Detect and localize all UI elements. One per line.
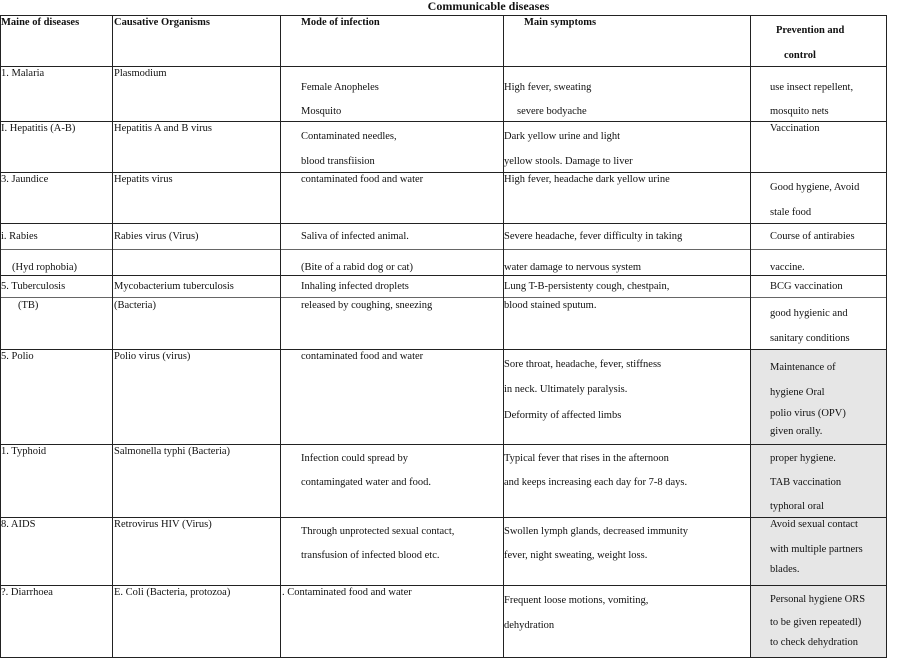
mode-of-infection: (Bite of a rabid dog or cat) xyxy=(301,262,413,273)
mode-of-infection: transfusion of infected blood etc. xyxy=(301,550,440,561)
header-main-symptoms: Main symptoms xyxy=(524,17,597,28)
prevention: proper hygiene. xyxy=(770,453,836,464)
grid-line xyxy=(0,657,887,658)
disease-name: 1. Typhoid xyxy=(1,446,47,457)
mode-of-infection: Inhaling infected droplets xyxy=(301,281,409,292)
prevention: polio virus (OPV) xyxy=(770,408,846,419)
main-symptoms: water damage to nervous system xyxy=(504,262,642,273)
prevention: Personal hygiene ORS xyxy=(770,594,866,605)
causative-organism: E. Coli (Bacteria, protozoa) xyxy=(114,587,231,598)
causative-organism: Rabies virus (Virus) xyxy=(114,231,199,242)
prevention: to check dehydration xyxy=(770,637,859,648)
mode-of-infection: contamingated water and food. xyxy=(301,477,432,488)
disease-name: 1. Malaria xyxy=(1,68,45,79)
main-symptoms: blood stained sputum. xyxy=(504,300,597,311)
main-symptoms: Lung T-B-persistenty cough, chestpain, xyxy=(504,281,670,292)
grid-line xyxy=(280,15,281,658)
grid-line xyxy=(0,223,887,224)
prevention: sanitary conditions xyxy=(770,333,850,344)
prevention: TAB vaccination xyxy=(770,477,842,488)
main-symptoms: Dark yellow urine and light xyxy=(504,131,621,142)
header-prevention: control xyxy=(784,50,816,61)
grid-line xyxy=(886,15,887,658)
prevention: Course of antirabies xyxy=(770,231,855,242)
prevention: typhoral oral xyxy=(770,501,824,512)
causative-organism: (Bacteria) xyxy=(114,300,156,311)
prevention: Good hygiene, Avoid xyxy=(770,182,860,193)
mode-of-infection: Infection could spread by xyxy=(301,453,409,464)
prevention: Vaccination xyxy=(770,123,820,134)
causative-organism: Salmonella typhi (Bacteria) xyxy=(114,446,231,457)
main-symptoms: Sore throat, headache, fever, stiffness xyxy=(504,359,662,370)
prevention: hygiene Oral xyxy=(770,387,825,398)
grid-line xyxy=(0,15,887,16)
disease-name: (TB) xyxy=(18,300,39,311)
causative-organism: Hepatitis A and B virus xyxy=(114,123,212,134)
disease-name: 3. Jaundice xyxy=(1,174,49,185)
grid-line xyxy=(0,349,887,350)
grid-line xyxy=(112,15,113,658)
disease-name: 5. Tuberculosis xyxy=(1,281,66,292)
disease-name: (Hyd rophobia) xyxy=(12,262,78,273)
main-symptoms: yellow stools. Damage to liver xyxy=(504,156,633,167)
prevention: use insect repellent, xyxy=(770,82,854,93)
grid-line xyxy=(0,444,887,445)
disease-name: I. Hepatitis (A-B) xyxy=(1,123,76,134)
mode-of-infection: contaminated food and water xyxy=(301,174,424,185)
grid-line-thin xyxy=(0,297,887,298)
main-symptoms: Severe headache, fever difficulty in taking xyxy=(504,231,683,242)
main-symptoms: and keeps increasing each day for 7-8 days. xyxy=(504,477,688,488)
mode-of-infection: contaminated food and water xyxy=(301,351,424,362)
header-prevention: Prevention and xyxy=(776,25,845,36)
main-symptoms: Frequent loose motions, vomiting, xyxy=(504,595,649,606)
mode-of-infection: . Contaminated food and water xyxy=(282,587,412,598)
header-causative-organisms: Causative Organisms xyxy=(114,17,210,28)
main-symptoms: Typical fever that rises in the afternoon xyxy=(504,453,669,464)
main-symptoms: in neck. Ultimately paralysis. xyxy=(504,384,628,395)
mode-of-infection: Contaminated needles, xyxy=(301,131,397,142)
prevention: BCG vaccination xyxy=(770,281,843,292)
disease-name: 5. Polio xyxy=(1,351,34,362)
page-title: Communicable diseases xyxy=(427,0,550,13)
mode-of-infection: blood transfiision xyxy=(301,156,375,167)
grid-line xyxy=(0,517,887,518)
prevention: Avoid sexual contact xyxy=(770,519,858,530)
disease-name: i. Rabies xyxy=(1,231,38,242)
grid-line xyxy=(750,15,751,658)
mode-of-infection: released by coughing, sneezing xyxy=(301,300,433,311)
prevention: given orally. xyxy=(770,426,823,437)
prevention: mosquito nets xyxy=(770,106,829,117)
causative-organism: Polio virus (virus) xyxy=(114,351,191,362)
causative-organism: Mycobacterium tuberculosis xyxy=(114,281,234,292)
header-disease-name: Maine of diseases xyxy=(1,17,80,28)
grid-line xyxy=(0,275,887,276)
prevention: vaccine. xyxy=(770,262,805,273)
main-symptoms: dehydration xyxy=(504,620,555,631)
header-mode-of-infection: Mode of infection xyxy=(301,17,380,28)
prevention: Maintenance of xyxy=(770,362,836,373)
main-symptoms: Deformity of affected limbs xyxy=(504,410,622,421)
mode-of-infection: Female Anopheles xyxy=(301,82,379,93)
main-symptoms: High fever, sweating xyxy=(504,82,592,93)
causative-organism: Hepatits virus xyxy=(114,174,173,185)
prevention: stale food xyxy=(770,207,812,218)
main-symptoms: Swollen lymph glands, decreased immunity xyxy=(504,526,689,537)
main-symptoms: fever, night sweating, weight loss. xyxy=(504,550,648,561)
disease-name: ?. Diarrhoea xyxy=(1,587,53,598)
prevention: blades. xyxy=(770,564,800,575)
causative-organism: Retrovirus HIV (Virus) xyxy=(114,519,212,530)
mode-of-infection: Mosquito xyxy=(301,106,342,117)
main-symptoms: High fever, headache dark yellow urine xyxy=(504,174,670,185)
grid-line xyxy=(0,66,887,67)
mode-of-infection: Through unprotected sexual contact, xyxy=(301,526,455,537)
grid-line xyxy=(0,172,887,173)
prevention: good hygienic and xyxy=(770,308,848,319)
grid-line xyxy=(0,585,887,586)
mode-of-infection: Saliva of infected animal. xyxy=(301,231,409,242)
disease-name: 8. AIDS xyxy=(1,519,36,530)
causative-organism: Plasmodium xyxy=(114,68,167,79)
prevention: to be given repeatedl) xyxy=(770,617,862,628)
main-symptoms: severe bodyache xyxy=(517,106,587,117)
grid-line-thin xyxy=(0,249,887,250)
grid-line xyxy=(0,15,1,658)
prevention: with multiple partners xyxy=(770,544,863,555)
grid-line xyxy=(0,121,887,122)
